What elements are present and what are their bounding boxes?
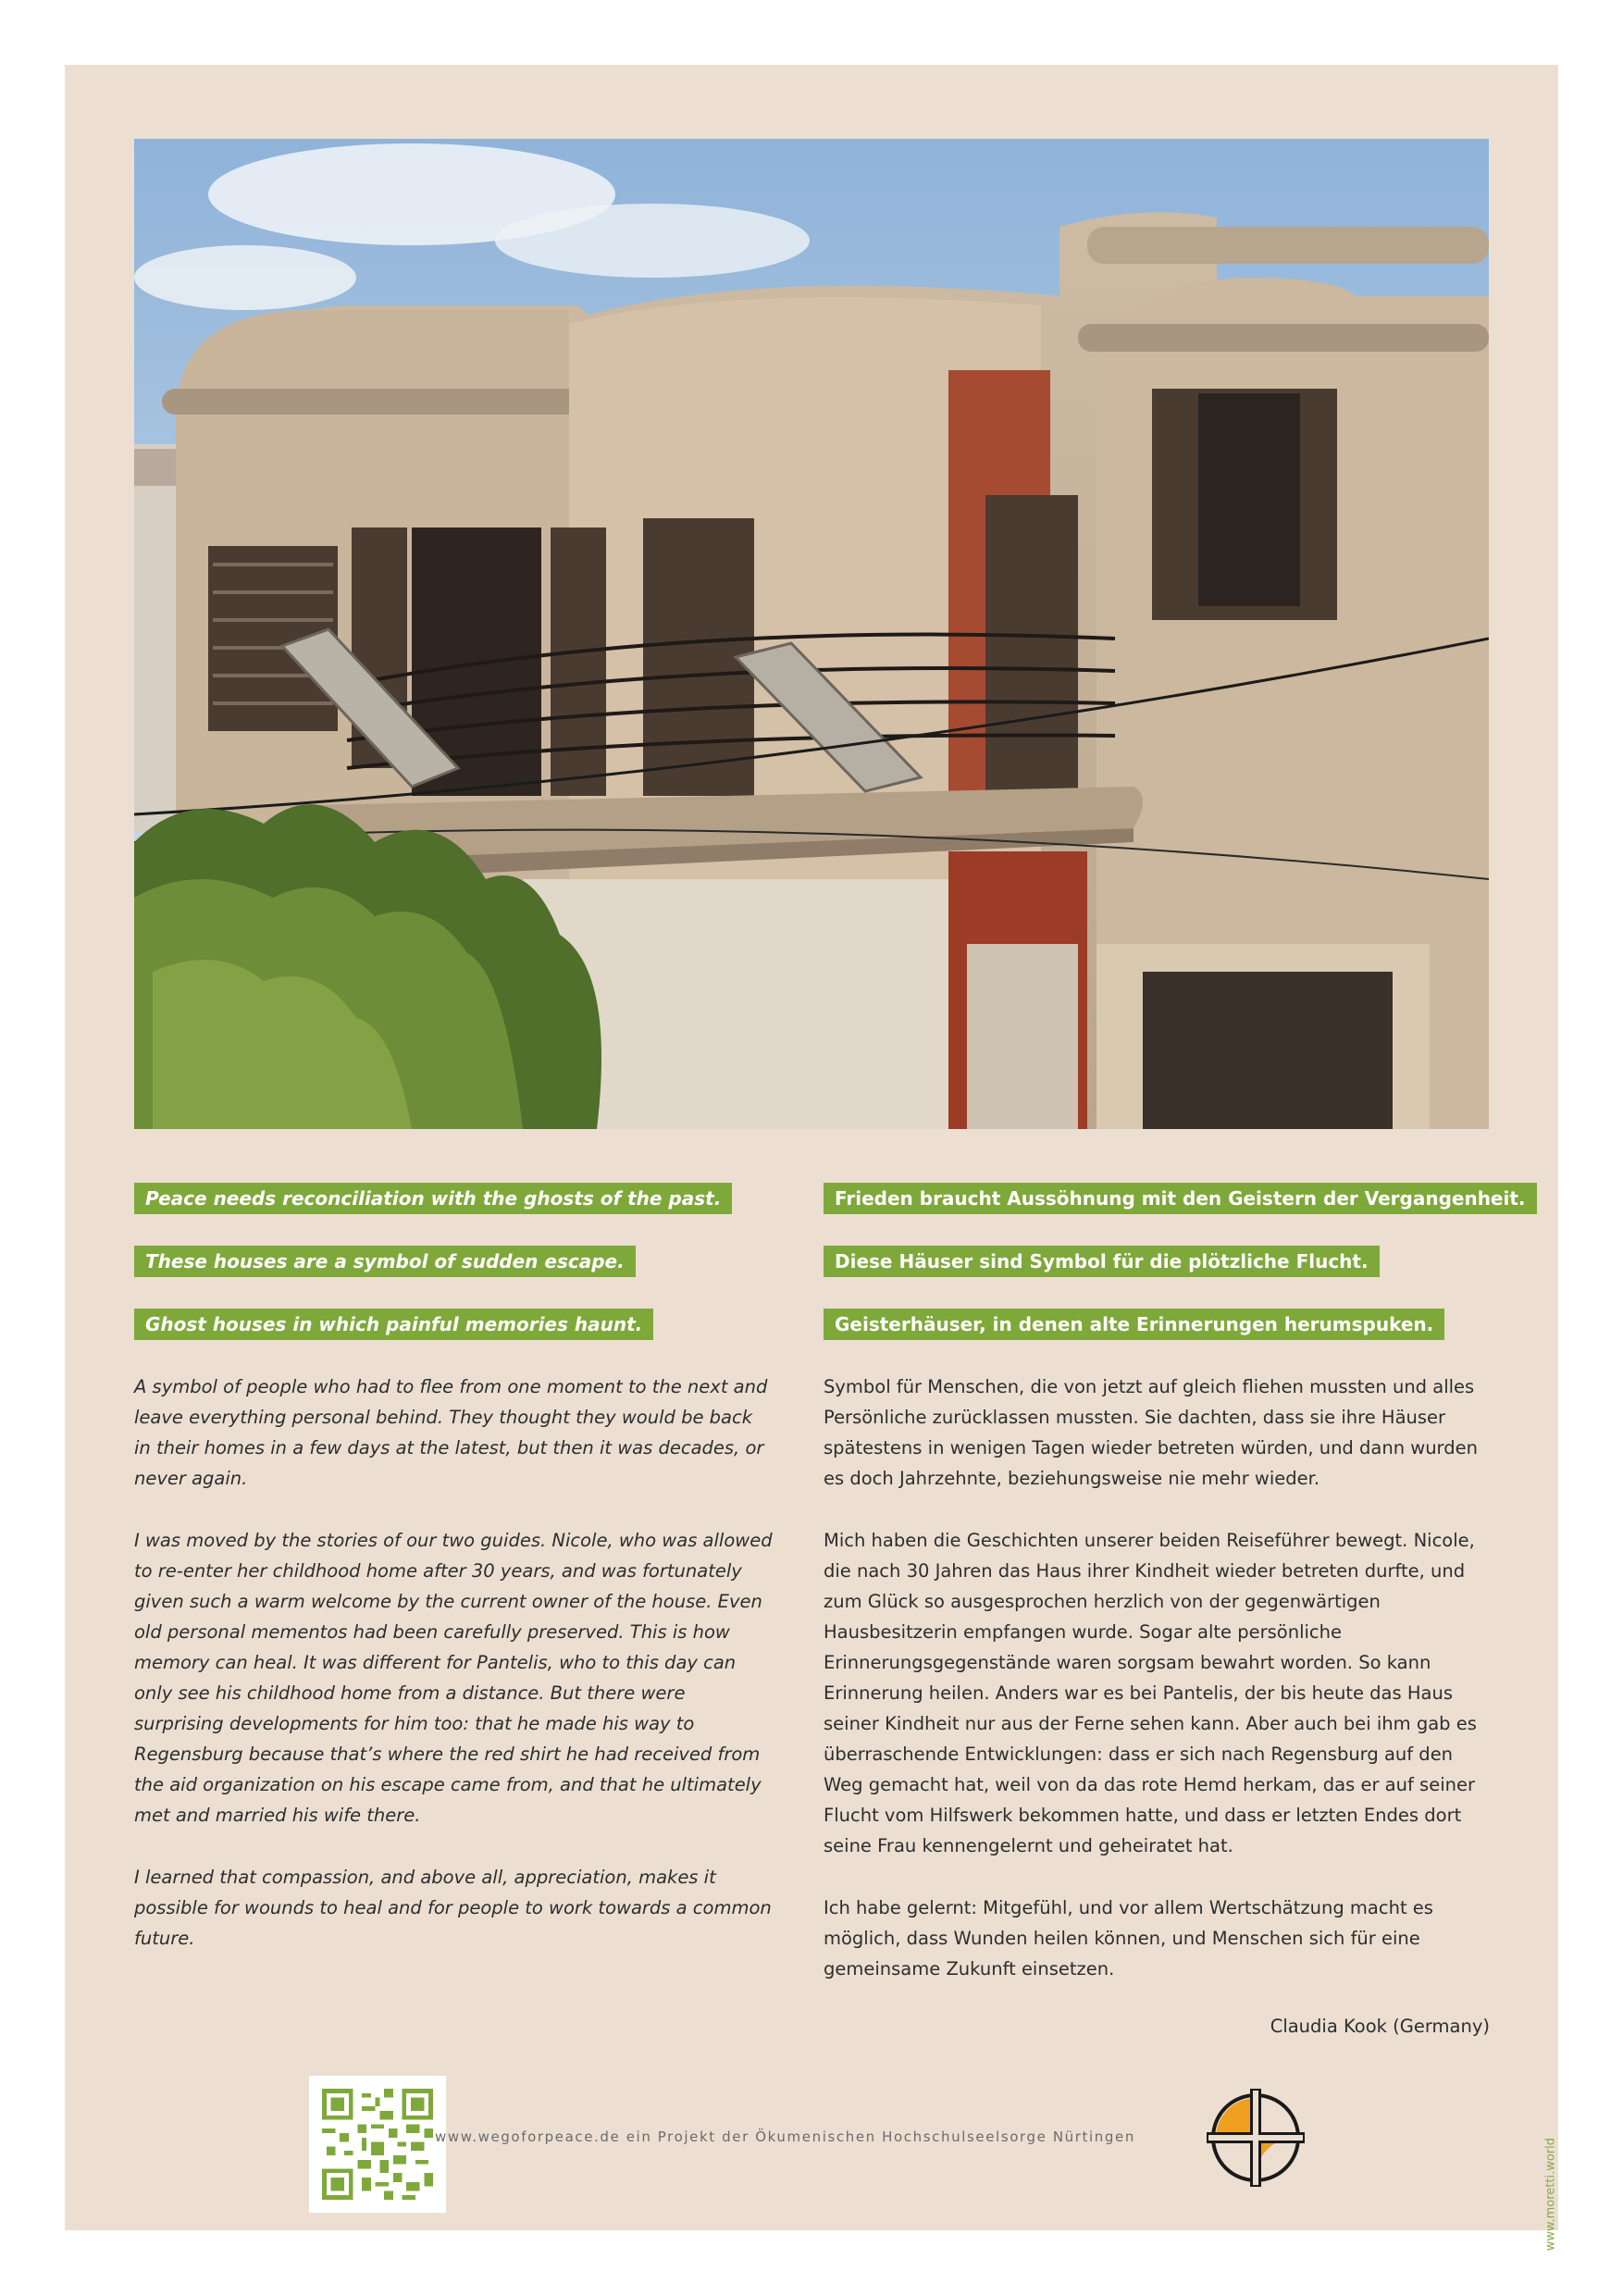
german-body [824,1371,1490,1984]
paragraph-de-2: Mich haben die Geschichten unserer beiden Reiseführer bewegt. Nicole, die nach 30 Jahren das Haus ihrer Kindheit wieder betreten durfte, und zum Glück so ausgesprochen herzlich von der gegenwärtigen Hausbesitzerin empfangen wurde. Sogar alte persönliche Erinnerungsgegenstände waren sorgsam bewahrt worden. So kann Erinnerung heilen. Anders war es bei Pantelis, der bis heute das Haus seiner Kindheit nur aus der Ferne sehen kann. Aber auch bei ihm gab es überraschende Entwicklungen: dass er sich nach Regensburg auf den Weg gemacht hat, weil von da das rote Hemd herkam, das er auf seiner Flucht vom Hilfswerk bekommen hatte, und dass er letzten Endes dort seine Frau kennengelernt und geheiratet hat. [824,1530,1477,1856]
headline-de-3: Geisterhäuser, in denen alte Erinnerungen herumspuken. [824,1309,1490,1340]
qr-code-icon[interactable] [309,2076,446,2213]
headline-en-2: These houses are a symbol of sudden escape. [134,1246,773,1277]
headline-de-2: Diese Häuser sind Symbol für die plötzliche Flucht. [824,1246,1490,1277]
english-column [134,1183,773,1985]
paragraph-de-3: Ich habe gelernt: Mitgefühl, und vor allem Wertschätzung macht es möglich, dass Wunden heilen können, und Menschen sich für eine gemeinsame Zukunft einsetzen. [824,1897,1433,1980]
english-body [134,1371,773,1954]
building-photo [134,139,1489,1129]
headline-en-3: Ghost houses in which painful memories haunt. [134,1309,773,1340]
side-credit: www.moretti.world [1543,2138,1557,2252]
headline-en-1: Peace needs reconciliation with the ghosts of the past. [134,1183,773,1214]
headline-de-1: Frieden braucht Aussöhnung mit den Geistern der Vergangenheit. [824,1183,1490,1214]
german-column [824,1183,1526,2016]
paragraph-en-1: A symbol of people who had to flee from one moment to the next and leave everything personal behind. They thought they would be back in their homes in a few days at the latest, but then it was decades, or never again. [134,1376,768,1489]
paragraph-de-1: Symbol für Menschen, die von jetzt auf gleich fliehen mussten und alles Persönliche zurücklassen mussten. Sie dachten, dass sie ihre Häuser spätestens in wenigen Tagen wieder betreten würden, und dann wurden es doch Jahrzehnte, beziehungsweise nie mehr wieder. [824,1376,1478,1489]
poster [65,65,1558,2252]
cross-logo-icon [1205,2087,1307,2189]
paragraph-en-3: I learned that compassion, and above all, appreciation, makes it possible for wounds to heal and for people to work towards a common future. [134,1867,772,1949]
footer-project-text[interactable]: www.wegoforpeace.de ein Projekt der Ökumenischen Hochschulseelsorge Nürtingen [435,2128,1135,2145]
paragraph-en-2: I was moved by the stories of our two guides. Nicole, who was allowed to re-enter her childhood home after 30 years, and was fortunately given such a warm welcome by the current owner of the house. Even old personal mementos had been carefully preserved. This is how memory can heal. It was different for Pantelis, who to this day can only see his childhood home from a distance. But there were surprising developments for him too: that he made his way to Regensburg because that’s where the red shirt he had received from the aid organization on his escape came from, and that he ultimately met and married his wife there. [134,1530,773,1826]
author-name: Claudia Kook (Germany) [1270,2016,1490,2037]
